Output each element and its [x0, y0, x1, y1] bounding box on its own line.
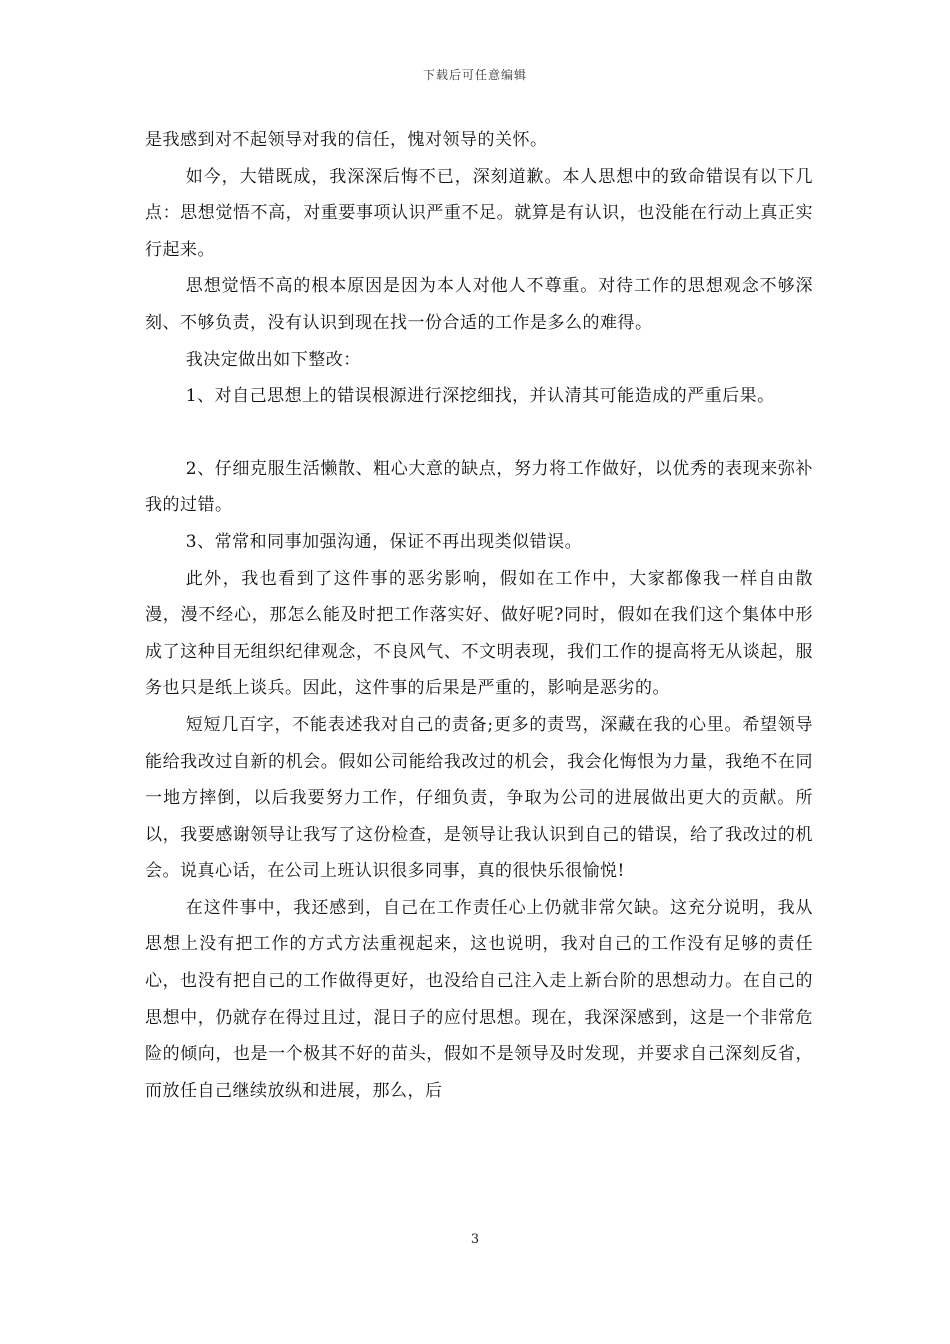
- paragraph-3: 思想觉悟不高的根本原因是因为本人对他人不尊重。对待工作的思想观念不够深刻、不够负责，没有认识到现在找一份合适的工作是多么的难得。: [145, 276, 813, 333]
- blank-line: [145, 415, 813, 451]
- list-item-1: 1、对自己思想上的错误根源进行深挖细找，并认清其可能造成的严重后果。: [185, 386, 775, 407]
- list-item-3: 3、常常和同事加强沟通，保证不再出现类似错误。: [185, 531, 583, 552]
- paragraph-6: 短短几百字，不能表述我对自己的责备;更多的责骂，深藏在我的心里。希望领导能给我改过自新的机会。假如公司能给我改过的机会，我会化悔恨为力量，我绝不在同一地方摔倒，以后我要努力工作，仔细负责，争取为公司的进展做出更大的贡献。所以，我要感谢领导让我写了这份检查，是领导让我认识到自己的错误，给了我改过的机会。说真心话，在公司上班认识很多同事，真的很快乐很愉悦!: [145, 714, 813, 882]
- page-number: 3: [470, 1232, 480, 1247]
- paragraph-4: 我决定做出如下整改：: [185, 349, 361, 370]
- paragraph-1: 是我感到对不起领导对我的信任，愧对领导的关怀。: [145, 130, 548, 150]
- document-body: [145, 122, 813, 1109]
- page-header: 下载后可任意编辑: [422, 68, 527, 82]
- paragraph-5: 此外，我也看到了这件事的恶劣影响，假如在工作中，大家都像我一样自由散漫，漫不经心，那怎么能及时把工作落实好、做好呢?同时，假如在我们这个集体中形成了这种目无组织纪律观念，不良风气、不文明表现，我们工作的提高将无从谈起，服务也只是纸上谈兵。因此，这件事的后果是严重的，影响是恶劣的。: [145, 568, 813, 699]
- paragraph-7: 在这件事中，我还感到，自己在工作责任心上仍就非常欠缺。这充分说明，我从思想上没有把工作的方式方法重视起来，这也说明，我对自己的工作没有足够的责任心，也没有把自己的工作做得更好，也没给自己注入走上新台阶的思想动力。在自己的思想中，仍就存在得过且过，混日子的应付思想。现在，我深深感到，这是一个非常危险的倾向，也是一个极其不好的苗头，假如不是领导及时发现，并要求自己深刻反省，而放任自己继续放纵和进展，那么，后: [145, 897, 813, 1101]
- paragraph-2: 如今，大错既成，我深深后悔不已，深刻道歉。本人思想中的致命错误有以下几点：思想觉悟不高，对重要事项认识严重不足。就算是有认识，也没能在行动上真正实行起来。: [145, 166, 813, 260]
- list-item-2: 2、仔细克服生活懒散、粗心大意的缺点，努力将工作做好，以优秀的表现来弥补我的过错。: [145, 458, 813, 516]
